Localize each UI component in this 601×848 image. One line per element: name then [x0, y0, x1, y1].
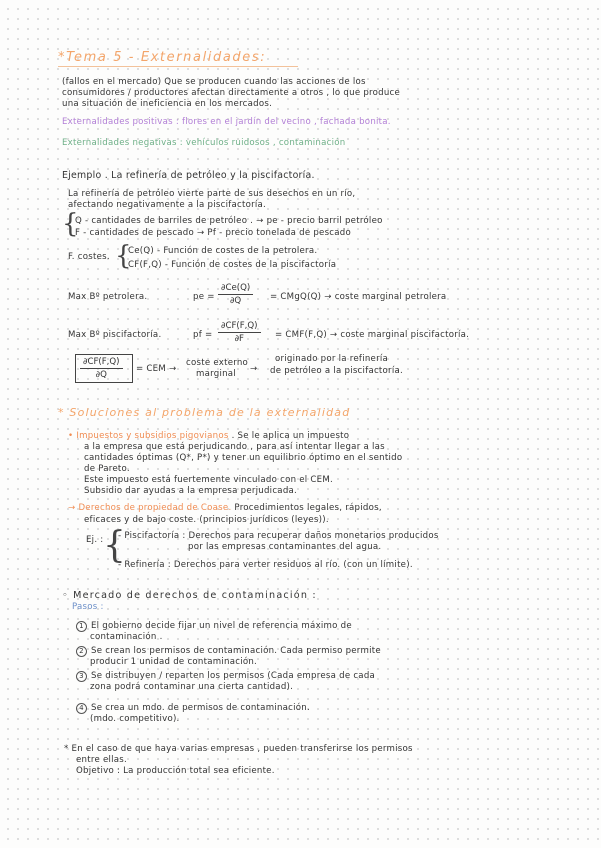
solution2-line-1 — [68, 503, 382, 514]
title-underline — [58, 66, 298, 67]
cem-label-2b: de petróleo a la piscifactoría. — [270, 366, 403, 376]
cost-line-2: CF(F,Q) - Función de costes de la piscifactoría — [128, 260, 337, 270]
quantity-line-2: F - cantidades de pescado → Pf - precio tonelada de pescado — [75, 228, 352, 238]
footnote-line-3: Objetivo : La producción total sea eficiente. — [76, 766, 275, 776]
solution1-line-1 — [68, 431, 349, 442]
example-text-2: afectando negativamente a la piscifactoría. — [68, 200, 267, 210]
step-4-cont: (mdo. competitivo). — [90, 714, 180, 724]
ej-item-2: - Refinería : Derechos para verter residuos al río. (con un límite). — [118, 560, 413, 570]
solutions-heading: * Soluciones al problema de la externalidad — [58, 406, 351, 419]
step-3-cont: zona podrá contaminar una cierta cantidad). — [90, 682, 294, 692]
max-petrolera-rhs: = CMgQ(Q) → coste marginal petrolera — [270, 292, 447, 302]
quantities-brace: { — [62, 209, 79, 239]
step-3: 3 Se distribuyen / reparten los permisos (Cada empresa de cada — [76, 671, 375, 682]
pasos-label: Pasos : — [72, 602, 104, 612]
max-petrolera-lhs: pe = — [193, 292, 215, 302]
solution1-line-4: de Pareto. — [84, 464, 130, 474]
intro-line-3: una situación de ineficiencia en los mercados. — [62, 99, 273, 109]
solution2-title: Derechos de propiedad de Coase. — [78, 503, 232, 513]
step-4: 4 Se crea un mdo. de permisos de contaminación. — [76, 703, 310, 714]
step-2-cont: producir 1 unidad de contaminación. — [90, 657, 258, 667]
cem-label-1b: marginal — [196, 369, 236, 379]
max-pisci-label: Max Bº piscifactoría. — [68, 330, 162, 340]
max-petrolera-fraction — [218, 283, 253, 306]
max-pisci-fraction — [218, 321, 261, 344]
quantity-line-1: Q - cantidades de barriles de petróleo . → pe - precio barril petróleo — [75, 216, 383, 226]
fraction-denominator: ∂Q — [229, 296, 242, 306]
ext-negative: Externalidades negativas : vehículos ruidosos , contaminación — [62, 138, 346, 148]
mercado-heading: ◦ Mercado de derechos de contaminación : — [62, 590, 317, 601]
solution1-line-6: Subsidio dar ayudas a la empresa perjudicada. — [84, 486, 298, 496]
step-2: 2 Se crean los permisos de contaminación. Cada permiso permite — [76, 646, 381, 657]
footnote-line-1: * En el caso de que haya varias empresas , pueden transferirse los permisos — [64, 744, 413, 754]
cem-label-2: originado por la refinería — [275, 354, 389, 364]
footnote-line-2: entre ellas. — [76, 755, 128, 765]
ej-label: Ej. : — [86, 535, 104, 545]
solution1-title: Impuestos y subsidios pigovianos — [76, 431, 229, 441]
fraction-denominator: ∂F — [234, 334, 244, 344]
max-petrolera-label: Max Bº petrolera. — [68, 292, 148, 302]
step-number: 1 — [76, 621, 87, 632]
solution2-line-2: eficaces y de bajo coste. (principios jurídicos (leyes)). — [84, 515, 329, 525]
solution2-bullet: → — [68, 503, 76, 513]
fraction-numerator: ∂Ce(Q) — [218, 283, 253, 295]
ej-brace: { — [103, 525, 126, 566]
solution1-line-3: cantidades óptimas (Q*, P*) y tener un equilibrio óptimo en el sentido — [84, 453, 403, 463]
max-pisci-rhs: = CMF(F,Q) → coste marginal piscifactoría. — [275, 330, 470, 340]
cem-equals: = CEM → — [136, 364, 177, 374]
ej-item-1b: por las empresas contaminantes del agua. — [188, 542, 382, 552]
costs-brace: { — [115, 241, 132, 271]
cem-label-1: coste externo — [186, 358, 249, 368]
ej-item-1: - Piscifactoría : Derechos para recuperar daños monetarios producidos — [118, 531, 439, 541]
step-1-cont: contaminación . — [90, 632, 163, 642]
fraction-denominator: ∂Q — [95, 370, 107, 380]
cem-fraction — [80, 357, 123, 380]
ext-positive: Externalidades positivas : flores en el jardín del vecino , fachada bonita. — [62, 117, 391, 127]
solution1-text-0: . Se le aplica un impuesto — [231, 431, 350, 441]
intro-line-2: consumidores / productores afectan directamente a otros , lo que produce — [62, 88, 401, 98]
fraction-numerator: ∂CF(F,Q) — [80, 357, 123, 369]
max-pisci-lhs: pf = — [193, 330, 213, 340]
example-heading: Ejemplo . La refinería de petróleo y la piscifactoría. — [62, 170, 315, 181]
example-text-1: La refinería de petróleo vierte parte de sus desechos en un río, — [68, 189, 356, 199]
step-number: 4 — [76, 703, 87, 714]
solution2-text-0: Procedimientos legales, rápidos, — [234, 503, 382, 513]
step-1: 1 El gobierno decide fijar un nivel de referencia máximo de — [76, 621, 352, 632]
step-number: 2 — [76, 646, 87, 657]
costs-label: F. costes. — [68, 252, 110, 262]
solution1-line-5: Este impuesto está fuertemente vinculado con el CEM. — [84, 475, 333, 485]
solution1-line-2: a la empresa que está perjudicando , para así intentar llegar a las — [84, 442, 385, 452]
fraction-numerator: ∂CF(F,Q) — [218, 321, 261, 333]
solution1-bullet: • — [68, 431, 74, 441]
intro-line-1: (fallos en el mercado) Que se producen cuando las acciones de los — [62, 77, 366, 87]
cost-line-1: Ce(Q) - Función de costes de la petrolera. — [128, 246, 318, 256]
page-title: *Tema 5 - Externalidades: — [58, 50, 267, 65]
step-number: 3 — [76, 671, 87, 682]
cem-arrow: → — [250, 364, 258, 374]
